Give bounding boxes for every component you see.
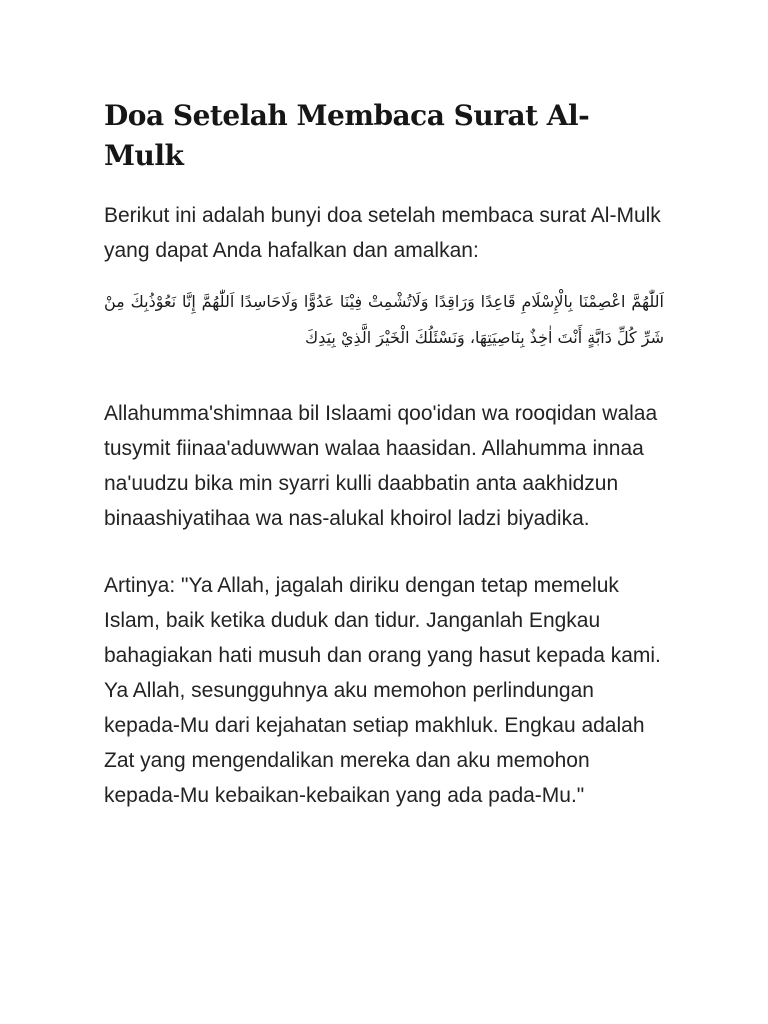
article-title: Doa Setelah Membaca Surat Al-Mulk xyxy=(104,99,590,172)
intro-paragraph: Berikut ini adalah bunyi doa setelah membaca surat Al-Mulk yang dapat Anda hafalkan dan amalkan: xyxy=(104,204,661,262)
meaning-paragraph: Artinya: "Ya Allah, jagalah diriku dengan tetap memeluk Islam, baik ketika duduk dan tidur. Janganlah Engkau bahagiakan hati musuh dan orang yang hasut kepada kami. Ya Allah, sesungguhnya aku memohon perlindungan kepada-Mu dari kejahatan setiap makhluk. Engkau adalah Zat yang mengendalikan mereka dan aku memohon kepada-Mu kebaikan-kebaikan yang ada pada-Mu." xyxy=(104,574,661,807)
article xyxy=(104,96,664,813)
arabic-prayer-text: اَللّٰهُمَّ اعْصِمْنَا بِالْإِسْلَامِ قَاعِدًا وَرَاقِدًا وَلَاتُشْمِتْ فِيْنَا عَدُوًّا وَلَاحَاسِدًا اَللّٰهُمَّ إِنَّا نَعُوْذُبِكَ مِنْ شَرِّ كُلِّ دَابَّةٍ أَنْتَ اٰخِذٌ بِنَاصِيَتِهَا، وَنَسْئَلُكَ الْخَيْرَ الَّذِيْ بِيَدِكَ xyxy=(104,292,664,347)
transliteration-paragraph: Allahumma'shimnaa bil Islaami qoo'idan wa rooqidan walaa tusymit fiinaa'aduwwan walaa haasidan. Allahumma innaa na'uudzu bika min syarri kulli daabbatin anta aakhidzun binaashiyatihaa wa nas-alukal khoirol ladzi biyadika. xyxy=(104,402,658,530)
